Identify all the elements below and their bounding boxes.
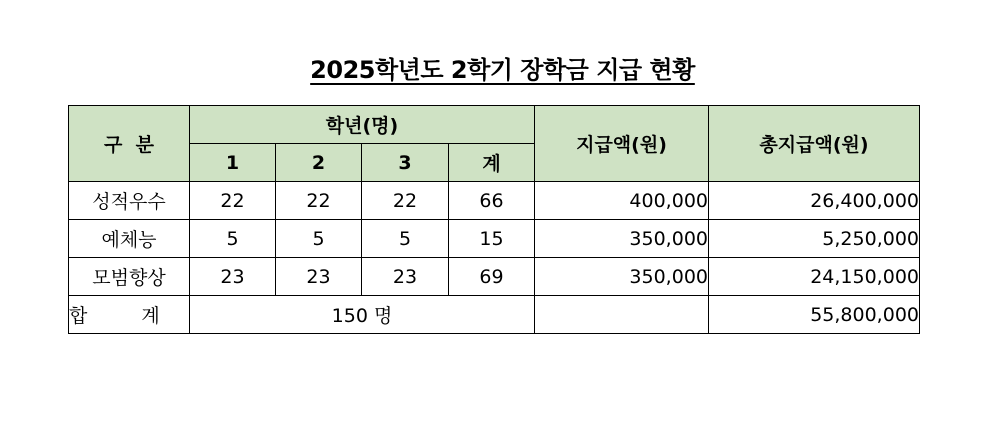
total-label bbox=[69, 296, 190, 334]
document-title bbox=[0, 50, 1005, 85]
row-grade-2: 5 bbox=[276, 220, 362, 258]
row-amount: 400,000 bbox=[535, 182, 709, 220]
table-row bbox=[69, 182, 920, 220]
row-grade-3: 5 bbox=[362, 220, 449, 258]
header-grade-1: 1 bbox=[190, 144, 276, 182]
header-row-1 bbox=[69, 106, 920, 144]
row-grade-sum: 69 bbox=[449, 258, 535, 296]
row-amount: 350,000 bbox=[535, 220, 709, 258]
total-label-first: 합 bbox=[69, 305, 88, 327]
header-category: 구 분 bbox=[69, 106, 190, 182]
row-grade-sum: 15 bbox=[449, 220, 535, 258]
total-row bbox=[69, 296, 920, 334]
document-title-text: 2025학년도 2학기 장학금 지급 현황 bbox=[310, 56, 695, 84]
header-amount: 지급액(원) bbox=[535, 106, 709, 182]
row-grade-2: 23 bbox=[276, 258, 362, 296]
row-grade-1: 22 bbox=[190, 182, 276, 220]
row-amount: 350,000 bbox=[535, 258, 709, 296]
row-grade-3: 23 bbox=[362, 258, 449, 296]
header-grade-group: 학년(명) bbox=[190, 106, 535, 144]
header-total-amount: 총지급액(원) bbox=[709, 106, 920, 182]
row-total: 5,250,000 bbox=[709, 220, 920, 258]
scholarship-table bbox=[68, 105, 920, 334]
total-count: 150 명 bbox=[190, 296, 535, 334]
header-grade-2: 2 bbox=[276, 144, 362, 182]
total-label-second: 계 bbox=[141, 305, 160, 327]
row-total: 26,400,000 bbox=[709, 182, 920, 220]
row-category: 모범향상 bbox=[69, 258, 190, 296]
header-grade-3: 3 bbox=[362, 144, 449, 182]
row-grade-3: 22 bbox=[362, 182, 449, 220]
table-row bbox=[69, 258, 920, 296]
total-amount bbox=[535, 296, 709, 334]
total-sum: 55,800,000 bbox=[709, 296, 920, 334]
row-grade-2: 22 bbox=[276, 182, 362, 220]
row-category: 성적우수 bbox=[69, 182, 190, 220]
row-category: 예체능 bbox=[69, 220, 190, 258]
row-grade-sum: 66 bbox=[449, 182, 535, 220]
table-row bbox=[69, 220, 920, 258]
header-grade-sum: 계 bbox=[449, 144, 535, 182]
row-total: 24,150,000 bbox=[709, 258, 920, 296]
row-grade-1: 23 bbox=[190, 258, 276, 296]
row-grade-1: 5 bbox=[190, 220, 276, 258]
